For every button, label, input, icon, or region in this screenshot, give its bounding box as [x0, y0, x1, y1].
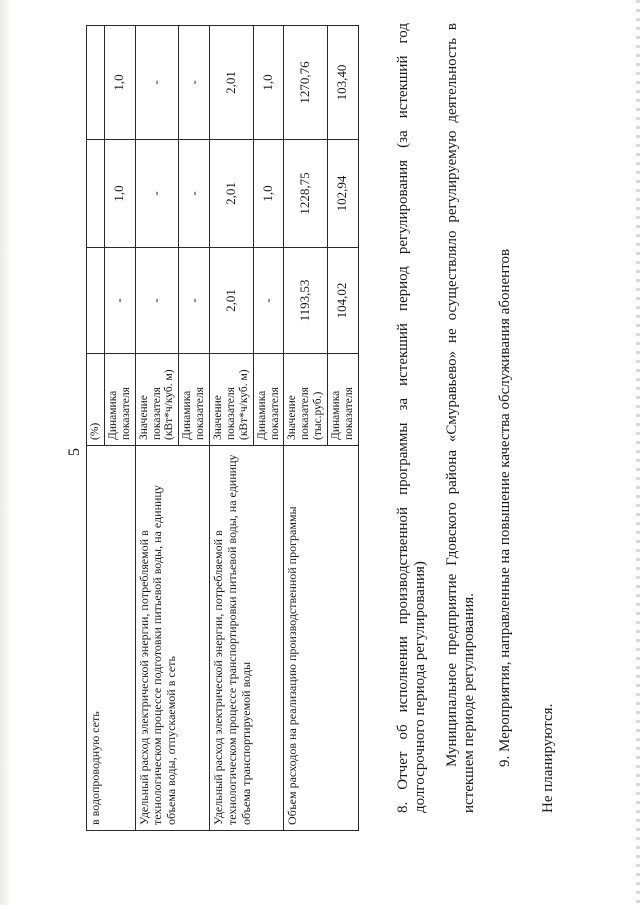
- indicator-label-cell: Динамика показателя: [104, 354, 135, 446]
- indicator-name-cell: Удельный расход электрической энергии, потребляемой в технологическом процессе транспортировки питьевой воды, на единицу объема транспортируемой воды: [210, 446, 284, 831]
- value-cell: -: [135, 26, 179, 140]
- value-cell: 2,01: [210, 140, 254, 248]
- section-8-paragraph: [444, 23, 478, 813]
- section-8-heading-line: 8. Отчет об исполнении производственной программы за истекший период регулирования (за истекший год: [395, 23, 411, 813]
- value-cell: -: [104, 248, 135, 354]
- value-cell: [87, 248, 105, 354]
- value-cell: 2,01: [210, 248, 254, 354]
- indicator-label-cell: Значение показателя (тыс.руб.): [284, 354, 328, 446]
- section-9-heading: 9. Мероприятия, направленные на повышение качества обслуживания абонентов: [497, 248, 513, 767]
- value-cell: [87, 26, 105, 140]
- section-8-paragraph-line: Муниципальное предприятие Гдовского района «Смуравьево» не осуществляло регулируемую деятельность в: [444, 23, 460, 767]
- table-row: [284, 26, 328, 831]
- value-cell: 1,0: [253, 140, 284, 248]
- indicator-label-cell: Значение показателя (кВт*ч/куб. м): [135, 354, 179, 446]
- value-cell: 1,0: [253, 26, 284, 140]
- value-cell: -: [253, 248, 284, 354]
- table-row: [87, 26, 105, 831]
- section-8-paragraph-line: истекшем периоде регулирования.: [461, 593, 477, 813]
- value-cell: -: [179, 248, 210, 354]
- indicators-table: [86, 25, 359, 831]
- value-cell: 103,40: [328, 26, 359, 140]
- indicator-label-cell: (%): [87, 354, 105, 446]
- value-cell: 1,0: [104, 140, 135, 248]
- value-cell: 1270,76: [284, 26, 328, 140]
- value-cell: -: [135, 248, 179, 354]
- value-cell: [87, 140, 105, 248]
- value-cell: 102,94: [328, 140, 359, 248]
- page-number: 5: [66, 448, 83, 456]
- value-cell: 1193,53: [284, 248, 328, 354]
- value-cell: -: [179, 140, 210, 248]
- indicator-name-cell: в водопроводную сеть: [87, 446, 136, 831]
- indicator-label-cell: Динамика показателя: [253, 354, 284, 446]
- indicator-name-cell: Объем расходов на реализацию производственной программы: [284, 446, 358, 831]
- indicator-label-cell: Динамика показателя: [179, 354, 210, 446]
- value-cell: 2,01: [210, 26, 254, 140]
- value-cell: -: [179, 26, 210, 140]
- value-cell: 1,0: [104, 26, 135, 140]
- table-row: [210, 26, 254, 831]
- indicator-label-cell: Значение показателя (кВт*ч/куб. м): [210, 354, 254, 446]
- value-cell: 1228,75: [284, 140, 328, 248]
- section-9-text: Не планируются.: [540, 703, 556, 813]
- section-8-heading: [395, 23, 429, 813]
- indicator-name-cell: Удельный расход электрической энергии, потребляемой в технологическом процессе подготовки питьевой воды, на единицу объема воды, отпускаемой в сеть: [135, 446, 209, 831]
- value-cell: 104,02: [328, 248, 359, 354]
- section-8-heading-line: долгосрочного периода регулирования): [412, 561, 428, 813]
- indicator-label-cell: Динамика показателя: [328, 354, 359, 446]
- table-row: [135, 26, 179, 831]
- value-cell: -: [135, 140, 179, 248]
